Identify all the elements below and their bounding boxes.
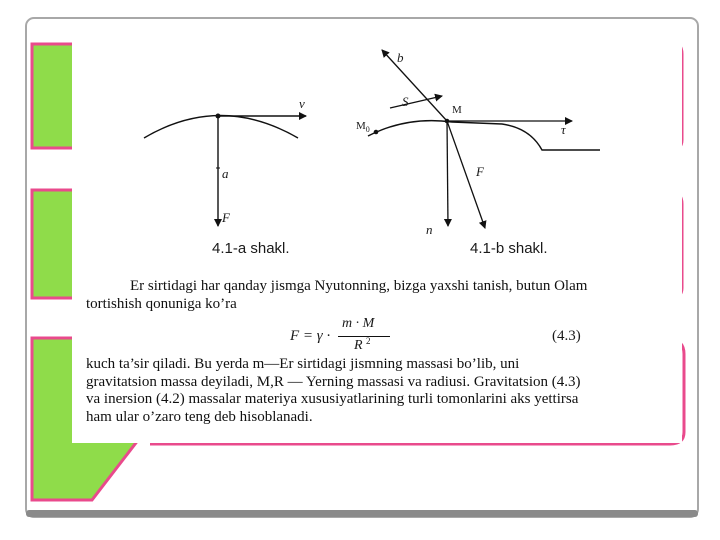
formula-denominator: R [354,338,363,353]
text-line-5: va inersion (4.2) massalar materiya xususiyatlarining turli tomonlarini aks yettirsa [86,391,579,408]
label-F-a: F [222,210,230,225]
text-line-3: kuch ta’sir qiladi. Bu yerda m—Er sirtidagi jismning massasi bo’lib, uni [86,356,520,372]
formula-numerator: m · M [342,316,375,331]
curve-path [144,116,298,139]
slide-frame-bottom [26,510,698,517]
label-a: a [222,166,229,181]
formula-lhs: F = γ · [290,328,331,344]
label-M0: $M_0$ [356,120,370,135]
text-line-4: gravitatsion massa deyiladi, M,R — Yerning massasi va radiusi. Gravitatsion (4.3) [86,373,581,390]
label-M: M [452,104,462,116]
label-F-b: F [476,164,484,179]
figure-b [368,50,600,228]
paragraph-2 [86,356,670,426]
label-S: S [402,94,409,109]
label-v: v [299,96,305,111]
formula-number: (4.3) [552,328,581,344]
label-n: n [426,222,433,237]
label-b: b [397,50,404,65]
document-scan [72,38,682,443]
binormal-vector [382,50,447,121]
text-line-6: ham ular o’zaro teng deb hisoblanadi. [86,408,313,425]
normal-vector [447,121,448,226]
formula-power: 2 [366,336,371,346]
text-line-2: tortishish qonuniga ko’ra [86,295,237,312]
fraction-bar [338,336,390,337]
m0-point [374,130,379,135]
figure-drawing [72,38,682,278]
label-tau: τ [561,122,566,137]
paragraph-1 [86,278,670,313]
caption-figure-b: 4.1-b shakl. [470,240,548,257]
text-line-1: Er sirtidagi har qanday jismga Nyutonning, bizga yaxshi tanish, butun Olam [130,278,588,294]
caption-figure-a: 4.1-a shakl. [212,240,290,257]
formula [290,316,670,360]
